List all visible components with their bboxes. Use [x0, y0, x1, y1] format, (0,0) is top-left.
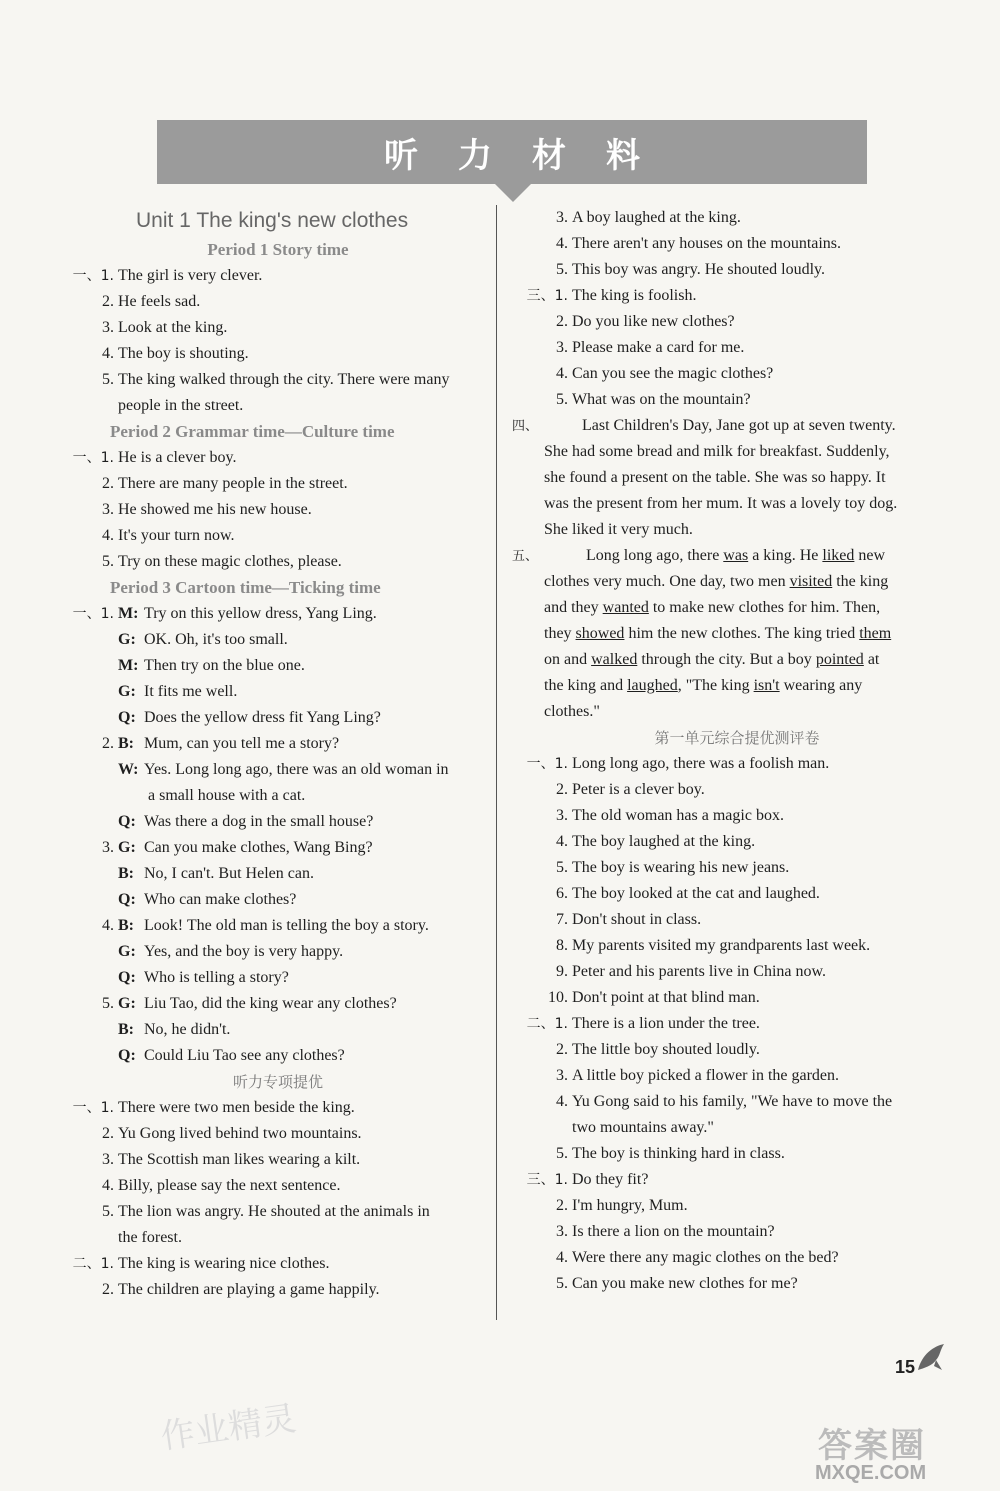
list-item	[512, 803, 962, 829]
list-item	[512, 933, 962, 959]
list-item	[58, 1017, 498, 1043]
special-list	[58, 1095, 498, 1303]
item-text: The king is wearing nice clothes.	[118, 1255, 330, 1272]
item-number: 3.	[102, 501, 114, 518]
item-text: Can you make new clothes for me?	[572, 1275, 798, 1292]
item-number: 一、1.	[526, 756, 568, 772]
list-item	[512, 1011, 962, 1037]
text-line: and they wanted to make new clothes for him. Then,	[544, 599, 881, 616]
list-item	[58, 887, 498, 913]
item-number: 4.	[102, 527, 114, 544]
list-item	[58, 601, 498, 627]
text-line	[512, 491, 962, 517]
item-text: The old woman has a magic box.	[572, 807, 784, 824]
list-item	[512, 387, 962, 413]
paragraph-text: she found a present on the table. She was so happy. It	[544, 469, 886, 486]
list-item	[512, 1167, 962, 1193]
item-text: Were there any magic clothes on the bed?	[572, 1249, 839, 1266]
test-heading: 第一单元综合提优测评卷	[654, 729, 820, 747]
item-text: There were two men beside the king.	[118, 1099, 355, 1116]
item-text: It's your turn now.	[118, 527, 235, 544]
item-number: 4.	[556, 833, 568, 850]
item-text: Yes, and the boy is very happy.	[144, 943, 344, 960]
speaker-label: G:	[118, 943, 136, 960]
left-column	[58, 205, 498, 1303]
list-item	[58, 523, 498, 549]
paragraph-text: was the present from her mum. It was a lovely toy dog.	[544, 495, 898, 512]
item-number: 一、1.	[72, 268, 114, 284]
unit-title: Unit 1 The king's new clothes	[136, 209, 409, 232]
list-item	[58, 1251, 498, 1277]
period-1-list	[58, 263, 498, 419]
answer-blank: showed	[575, 625, 625, 642]
item-text: The lion was angry. He shouted at the animals in	[118, 1203, 430, 1220]
item-number: 一、1.	[72, 1100, 114, 1116]
item-text: He showed me his new house.	[118, 501, 312, 518]
item-text: Peter and his parents live in China now.	[572, 963, 827, 980]
item-text: OK. Oh, it's too small.	[144, 631, 288, 648]
list-item	[512, 1219, 962, 1245]
item-number: 5.	[556, 1145, 568, 1162]
item-number: 10.	[548, 989, 568, 1006]
list-item	[58, 1095, 498, 1121]
item-number: 2.	[102, 293, 114, 310]
item-text: The boy is wearing his new jeans.	[572, 859, 790, 876]
answer-blank: isn't	[753, 677, 780, 694]
item-text: the forest.	[118, 1229, 182, 1246]
text-line: clothes."	[544, 703, 600, 720]
answer-blank: was	[723, 547, 749, 564]
item-number: 三、1.	[526, 288, 568, 304]
item-number: 2.	[556, 313, 568, 330]
item-text: Don't point at that blind man.	[572, 989, 760, 1006]
speaker-label: W:	[118, 761, 139, 778]
item-number: 4.	[556, 365, 568, 382]
item-number: 5.	[102, 995, 114, 1012]
text-line: they showed him the new clothes. The king tried them	[544, 625, 892, 642]
list-item	[58, 263, 498, 289]
dolphin-icon	[914, 1340, 948, 1376]
answer-blank: them	[859, 625, 892, 642]
text-line	[512, 465, 962, 491]
list-item	[512, 257, 962, 283]
faint-watermark: 作业精灵	[158, 1398, 299, 1458]
list-item	[58, 1121, 498, 1147]
item-text: Can you make clothes, Wang Bing?	[144, 839, 373, 856]
item-text: Can you see the magic clothes?	[572, 365, 774, 382]
page-title: 听力材料	[384, 135, 680, 176]
item-number: 5.	[102, 1203, 114, 1220]
section-marker: 四、	[512, 419, 539, 434]
item-number: 二、1.	[526, 1016, 568, 1032]
item-number: 三、1.	[526, 1172, 568, 1188]
speaker-label: Q:	[118, 969, 136, 986]
list-item	[512, 1245, 962, 1271]
list-item	[58, 913, 498, 939]
answer-blank: wanted	[602, 599, 649, 616]
item-text: There are many people in the street.	[118, 475, 348, 492]
text-line	[512, 517, 962, 543]
speaker-label: Q:	[118, 709, 136, 726]
item-number: 5.	[556, 1275, 568, 1292]
item-number: 4.	[102, 917, 114, 934]
list-item	[58, 1225, 498, 1251]
list-item	[58, 549, 498, 575]
list-item	[58, 939, 498, 965]
item-text: Don't shout in class.	[572, 911, 702, 928]
item-text: Then try on the blue one.	[144, 657, 305, 674]
page-number: 15	[895, 1357, 916, 1377]
item-number: 3.	[556, 807, 568, 824]
text-line	[512, 439, 962, 465]
item-number: 一、1.	[72, 450, 114, 466]
item-text: Long long ago, there was a foolish man.	[572, 755, 830, 772]
item-text: No, I can't. But Helen can.	[144, 865, 314, 882]
list-item	[512, 205, 962, 231]
period-2-list	[58, 445, 498, 575]
section-banner	[157, 120, 867, 184]
list-item	[512, 361, 962, 387]
item-text: Does the yellow dress fit Yang Ling?	[144, 709, 381, 726]
item-text: Look! The old man is telling the boy a story.	[144, 917, 429, 934]
item-text: Who can make clothes?	[144, 891, 297, 908]
item-number: 4.	[556, 1093, 568, 1110]
item-text: two mountains away."	[572, 1119, 714, 1136]
item-text: A boy laughed at the king.	[572, 209, 741, 226]
item-number: 3.	[102, 1151, 114, 1168]
list-item	[58, 835, 498, 861]
speaker-label: B:	[118, 865, 134, 882]
speaker-label: B:	[118, 735, 134, 752]
paragraph-text: She had some bread and milk for breakfast. Suddenly,	[544, 443, 890, 460]
item-number: 3.	[556, 1223, 568, 1240]
item-number: 4.	[556, 1249, 568, 1266]
list-item	[58, 731, 498, 757]
list-item	[58, 1043, 498, 1069]
list-item	[512, 309, 962, 335]
period-3-heading: Period 3 Cartoon time—Ticking time	[110, 578, 381, 597]
item-number: 2.	[102, 1125, 114, 1142]
list-item	[512, 1193, 962, 1219]
item-text: The king is foolish.	[572, 287, 697, 304]
section-four	[512, 413, 962, 543]
item-number: 2.	[556, 1197, 568, 1214]
item-number: 2.	[556, 781, 568, 798]
list-item	[58, 315, 498, 341]
item-text: No, he didn't.	[144, 1021, 231, 1038]
list-item	[512, 777, 962, 803]
item-text: Do you like new clothes?	[572, 313, 735, 330]
list-item	[58, 367, 498, 393]
item-number: 5.	[556, 859, 568, 876]
item-number: 3.	[556, 339, 568, 356]
text-line: clothes very much. One day, two men visited the king	[544, 573, 889, 590]
text-line	[512, 413, 962, 439]
item-number: 7.	[556, 911, 568, 928]
section-marker: 五、	[512, 549, 539, 564]
text-line: 五、 Long long ago, there was a king. He liked new	[512, 543, 962, 569]
continued-list	[512, 205, 962, 413]
item-text: Billy, please say the next sentence.	[118, 1177, 341, 1194]
item-number: 二、1.	[72, 1256, 114, 1272]
item-text: There is a lion under the tree.	[572, 1015, 760, 1032]
paragraph-text: She liked it very much.	[544, 521, 693, 538]
list-item	[58, 757, 498, 783]
answer-blank: pointed	[815, 651, 864, 668]
list-item	[58, 705, 498, 731]
item-text: The girl is very clever.	[118, 267, 263, 284]
item-number: 5.	[556, 261, 568, 278]
item-number: 2.	[102, 475, 114, 492]
list-item	[58, 991, 498, 1017]
answer-blank: laughed	[627, 677, 678, 694]
item-number: 4.	[102, 345, 114, 362]
special-heading: 听力专项提优	[232, 1073, 323, 1091]
item-text: The boy is shouting.	[118, 345, 249, 362]
item-number: 3.	[102, 319, 114, 336]
speaker-label: G:	[118, 995, 136, 1012]
item-text: Try on this yellow dress, Yang Ling.	[144, 605, 377, 622]
item-number: 5.	[102, 371, 114, 388]
item-text: What was on the mountain?	[572, 391, 751, 408]
answer-blank: walked	[591, 651, 638, 668]
answer-blank: visited	[789, 573, 833, 590]
item-text: Look at the king.	[118, 319, 228, 336]
item-number: 6.	[556, 885, 568, 902]
list-item	[58, 497, 498, 523]
test-list	[512, 751, 962, 1297]
paragraph-text: Last Children's Day, Jane got up at seven twenty.	[582, 417, 896, 434]
speaker-label: Q:	[118, 813, 136, 830]
item-text: Yes. Long long ago, there was an old woman in	[144, 761, 449, 778]
item-number: 5.	[556, 391, 568, 408]
list-item	[512, 855, 962, 881]
speaker-label: G:	[118, 839, 136, 856]
item-text: Peter is a clever boy.	[572, 781, 705, 798]
item-text: He is a clever boy.	[118, 449, 237, 466]
item-number: 5.	[102, 553, 114, 570]
period-2-heading: Period 2 Grammar time—Culture time	[110, 422, 395, 441]
list-item	[58, 393, 498, 419]
period-3-list	[58, 601, 498, 1069]
item-number: 9.	[556, 963, 568, 980]
list-item	[58, 627, 498, 653]
speaker-label: B:	[118, 1021, 134, 1038]
list-item	[512, 1115, 962, 1141]
text-line: the king and laughed, "The king isn't wearing any	[544, 677, 863, 694]
list-item	[58, 1147, 498, 1173]
list-item	[512, 1141, 962, 1167]
item-text: The Scottish man likes wearing a kilt.	[118, 1151, 361, 1168]
list-item	[512, 985, 962, 1011]
text-line: on and walked through the city. But a boy pointed at	[544, 651, 880, 668]
period-1-heading: Period 1 Story time	[207, 240, 349, 259]
item-number: 2.	[556, 1041, 568, 1058]
list-item	[58, 809, 498, 835]
item-text: Yu Gong said to his family, "We have to move the	[572, 1093, 893, 1110]
item-text: A little boy picked a flower in the garden.	[572, 1067, 840, 1084]
list-item	[512, 829, 962, 855]
item-text: The boy laughed at the king.	[572, 833, 756, 850]
item-text: I'm hungry, Mum.	[572, 1197, 688, 1214]
item-number: 4.	[556, 235, 568, 252]
item-number: 3.	[102, 839, 114, 856]
list-item	[58, 1277, 498, 1303]
item-number: 4.	[102, 1177, 114, 1194]
item-text: He feels sad.	[118, 293, 201, 310]
list-item	[58, 1199, 498, 1225]
answer-blank: liked	[822, 547, 855, 564]
list-item	[512, 283, 962, 309]
watermark-url: MXQE.COM	[815, 1462, 927, 1484]
list-item	[58, 861, 498, 887]
right-column	[512, 205, 962, 1297]
item-text: Is there a lion on the mountain?	[572, 1223, 775, 1240]
item-text: Who is telling a story?	[144, 969, 289, 986]
list-item	[512, 1089, 962, 1115]
list-item	[58, 471, 498, 497]
item-text: The little boy shouted loudly.	[572, 1041, 760, 1058]
list-item	[512, 1037, 962, 1063]
speaker-label: Q:	[118, 891, 136, 908]
banner-notch	[495, 184, 531, 202]
list-item	[58, 783, 498, 809]
item-text: Liu Tao, did the king wear any clothes?	[144, 995, 397, 1012]
speaker-label: B:	[118, 917, 134, 934]
item-text: Mum, can you tell me a story?	[144, 735, 340, 752]
item-text: a small house with a cat.	[148, 787, 306, 804]
list-item	[58, 965, 498, 991]
item-number: 2.	[102, 1281, 114, 1298]
list-item	[58, 653, 498, 679]
item-text: There aren't any houses on the mountains.	[572, 235, 842, 252]
list-item	[512, 1063, 962, 1089]
item-text: people in the street.	[118, 397, 244, 414]
item-number: 一、1.	[72, 606, 114, 622]
item-text: Was there a dog in the small house?	[144, 813, 374, 830]
item-number: 8.	[556, 937, 568, 954]
list-item	[58, 341, 498, 367]
list-item	[58, 1173, 498, 1199]
list-item	[512, 907, 962, 933]
item-text: The boy is thinking hard in class.	[572, 1145, 785, 1162]
section-five	[512, 543, 962, 725]
item-text: It fits me well.	[144, 683, 238, 700]
item-text: The boy looked at the cat and laughed.	[572, 885, 820, 902]
speaker-label: G:	[118, 683, 136, 700]
list-item	[512, 335, 962, 361]
item-number: 3.	[556, 1067, 568, 1084]
speaker-label: M:	[118, 657, 139, 674]
list-item	[512, 1271, 962, 1297]
item-number: 3.	[556, 209, 568, 226]
item-number: 2.	[102, 735, 114, 752]
item-text: Please make a card for me.	[572, 339, 745, 356]
list-item	[512, 881, 962, 907]
speaker-label: M:	[118, 605, 139, 622]
list-item	[58, 679, 498, 705]
item-text: This boy was angry. He shouted loudly.	[572, 261, 825, 278]
list-item	[58, 445, 498, 471]
item-text: Yu Gong lived behind two mountains.	[118, 1125, 362, 1142]
item-text: Try on these magic clothes, please.	[118, 553, 342, 570]
item-text: The king walked through the city. There were many	[118, 371, 450, 388]
item-text: My parents visited my grandparents last week.	[572, 937, 871, 954]
speaker-label: G:	[118, 631, 136, 648]
item-text: Do they fit?	[572, 1171, 649, 1188]
list-item	[512, 231, 962, 257]
list-item	[512, 751, 962, 777]
watermark-logo: 答案圈	[818, 1426, 926, 1466]
list-item	[512, 959, 962, 985]
speaker-label: Q:	[118, 1047, 136, 1064]
item-text: Could Liu Tao see any clothes?	[144, 1047, 345, 1064]
list-item	[58, 289, 498, 315]
item-text: The children are playing a game happily.	[118, 1281, 380, 1298]
